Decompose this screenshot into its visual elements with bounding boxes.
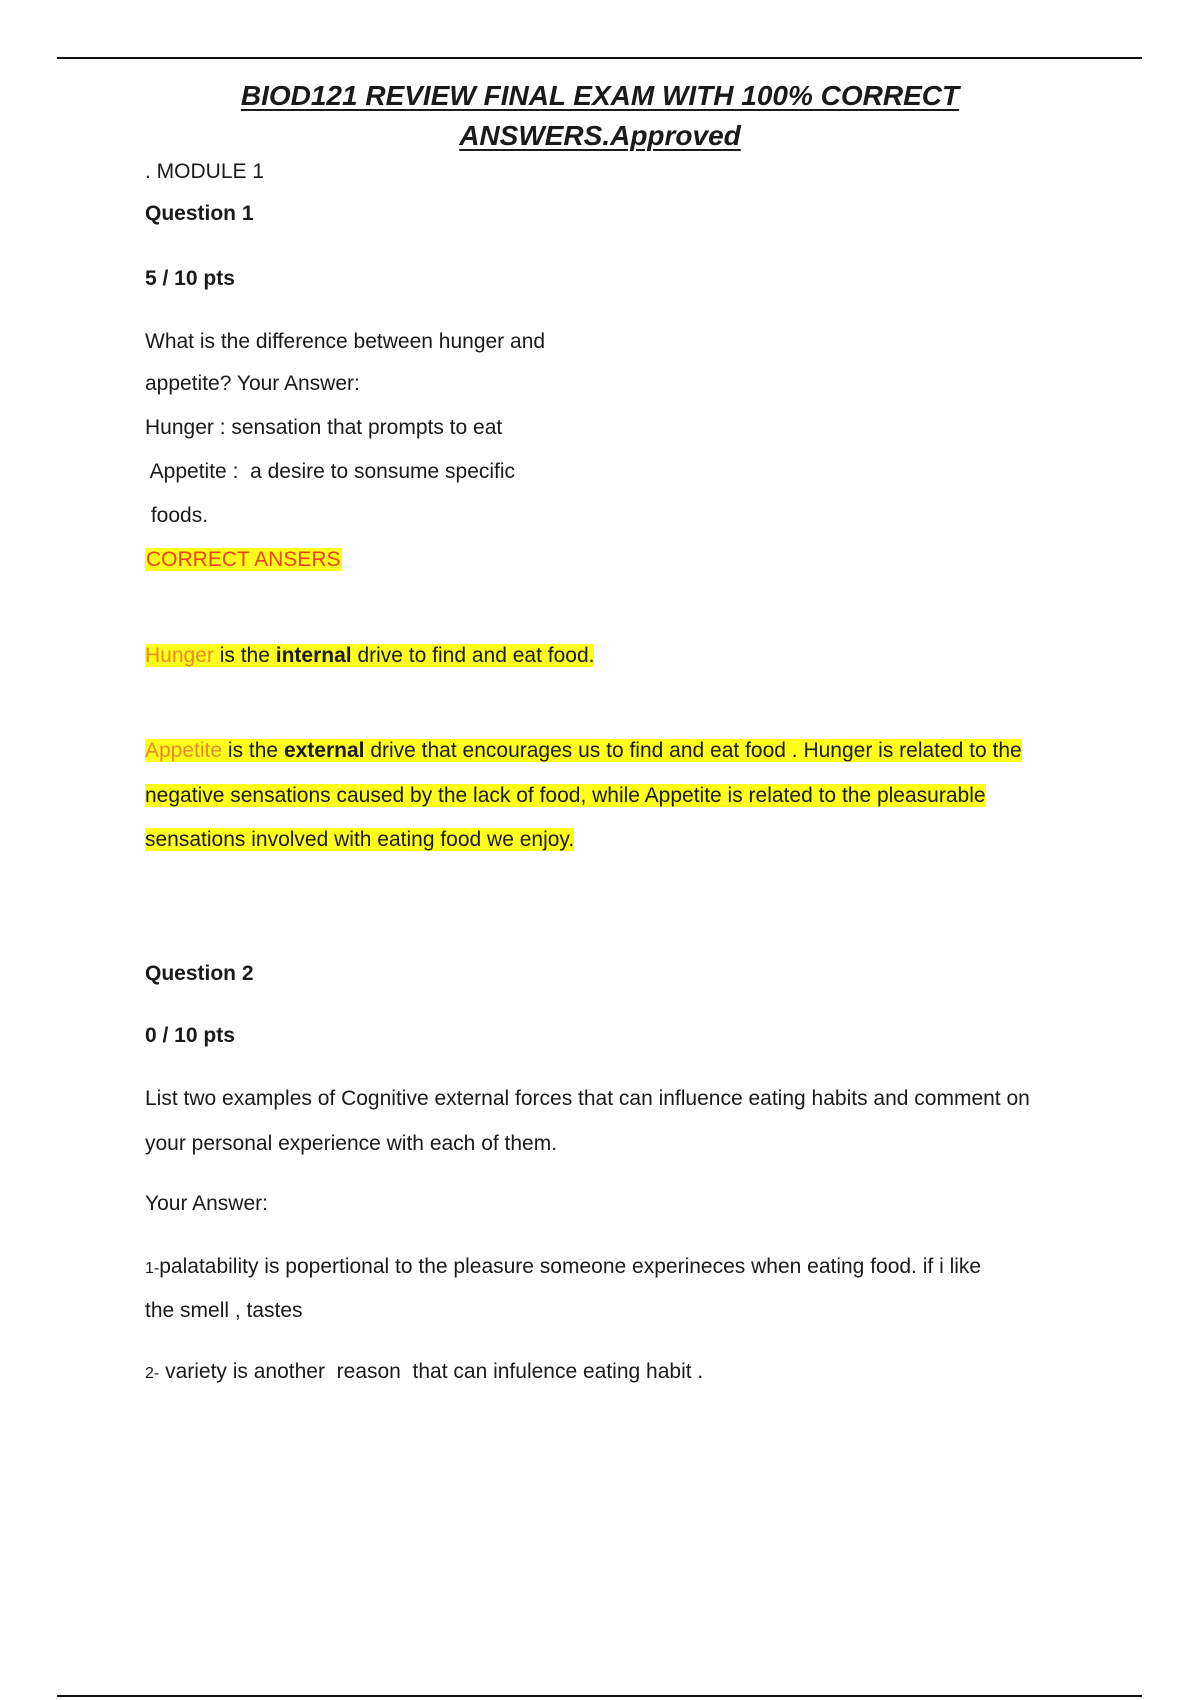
hunger-definition-rest: drive to find and eat food. [351,644,595,667]
appetite-definition-rest: drive that encourages us to find and eat food . Hunger is related to the [364,739,1022,762]
answer-item-1-text: palatability is popertional to the pleasure someone experineces when eating food. if i like [159,1255,982,1278]
title-line-2: ANSWERS.Approved [459,120,741,151]
question-1-answer-line-2: Appetite : a desire to sonsume specific [145,460,516,483]
question-1-points: 5 / 10 pts [145,267,235,290]
question-1-prompt-line-1: What is the difference between hunger and [145,330,546,353]
question-2-prompt-line-1: List two examples of Cognitive external forces that can influence eating habits and comment on [145,1087,1030,1110]
hunger-term: Hunger [145,644,214,667]
appetite-is-the: is the [222,739,284,762]
hunger-is-the: is the [213,644,276,667]
appetite-external: external [283,739,365,762]
top-rule [57,57,1142,59]
answer-item-2-number: 2- [145,1365,160,1382]
appetite-definition-line-1 [145,737,1022,765]
answer-item-2 [145,1358,703,1388]
appetite-term: Appetite [145,739,223,762]
appetite-line-3-text: sensations involved with eating food we enjoy. [145,828,575,851]
appetite-definition-line-2 [145,782,986,810]
hunger-definition [145,642,594,670]
question-2-your-answer: Your Answer: [145,1192,268,1215]
answer-item-1-number: 1- [145,1260,160,1277]
question-1-answer-line-1: Hunger : sensation that prompts to eat [145,416,503,439]
hunger-internal: internal [275,644,352,667]
document-title [150,76,1050,156]
appetite-line-2-text: negative sensations caused by the lack of food, while Appetite is related to the pleasurable [145,784,986,807]
answer-item-2-text: variety is another reason that can infulence eating habit . [159,1360,704,1383]
correct-answers-text: CORRECT ANSERS [146,548,341,571]
question-1-heading: Question 1 [145,202,254,225]
appetite-definition-line-3 [145,826,574,854]
question-1-answer-line-3: foods. [145,504,209,527]
question-2-points: 0 / 10 pts [145,1024,235,1047]
title-line-1: BIOD121 REVIEW FINAL EXAM WITH 100% CORRECT [240,80,960,111]
answer-item-1-line-1 [145,1253,981,1283]
question-2-heading: Question 2 [145,962,254,985]
question-2-prompt-line-2: your personal experience with each of them. [145,1132,558,1155]
answer-item-1-line-2: the smell , tastes [145,1299,303,1322]
module-label: . MODULE 1 [145,160,265,183]
question-1-prompt-line-2: appetite? Your Answer: [145,372,360,395]
correct-answers-label [145,546,342,574]
bottom-rule [57,1695,1142,1697]
